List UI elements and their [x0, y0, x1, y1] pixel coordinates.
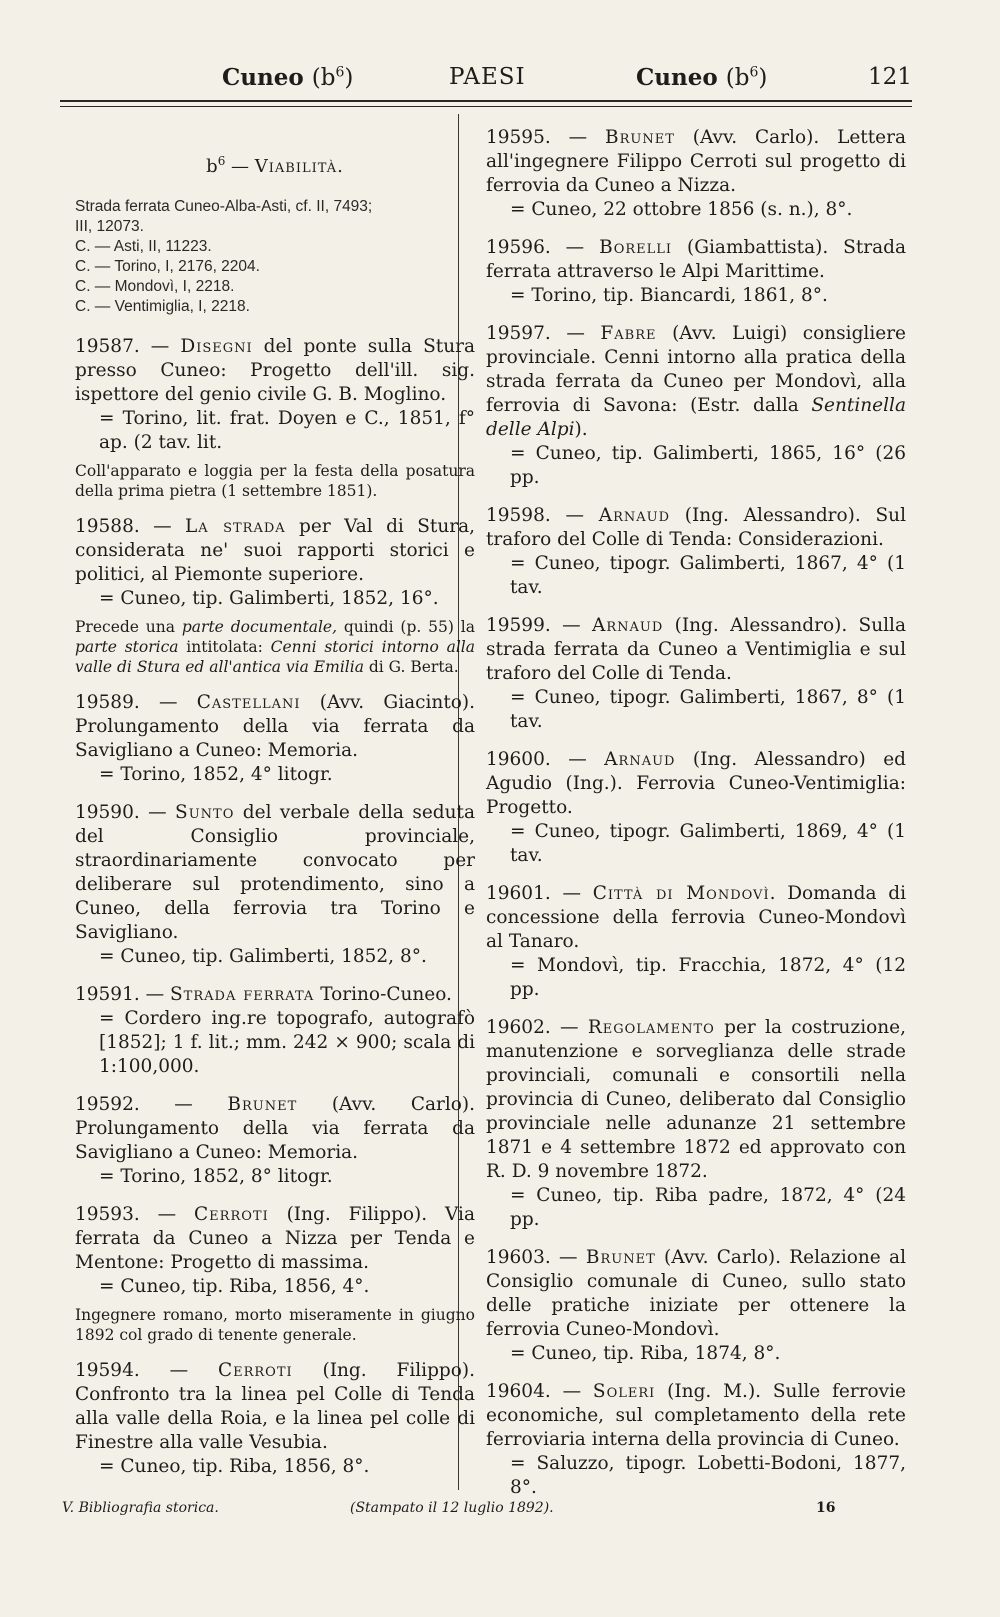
header-right-title: Cuneo $(b^6)$ [636, 64, 768, 91]
entry-19601: 19601. — Città di Mondovì. Domanda di concessione della ferrovia Cuneo-Mondovì al Tanaro. = Mondovì, tip. Fracchia, 1872, 4° (12 pp. [486, 883, 907, 1000]
imprint: = Cuneo, tip. Riba, 1856, 4°. [99, 1276, 370, 1297]
cross-ref: Strada ferrata Cuneo-Alba-Asti, cf. II, 7493; [75, 198, 373, 215]
left-column [75, 126, 475, 1479]
imprint: = Cuneo, tipogr. Galimberti, 1869, 4° (1 tav. [510, 821, 906, 866]
entry-19599: 19599. — Arnaud (Ing. Alessandro). Sulla strada ferrata da Cuneo a Ventimiglia e sul traforo del Colle di Tenda. = Cuneo, tipogr. Galimberti, 1867, 8° (1 tav. [486, 615, 907, 732]
header-left-code: $(b^6)$ [311, 64, 354, 91]
entry-19592: 19592. — Brunet (Avv. Carlo). Prolungamento della via ferrata da Savigliano a Cuneo: Memoria. = Torino, 1852, 8° litogr. [75, 1094, 476, 1187]
imprint: = Mondovì, tip. Fracchia, 1872, 4° (12 pp. [510, 955, 906, 1000]
entry-note: Ingegnere romano, morto miseramente in giugno 1892 col grado di tenente generale. [75, 1306, 475, 1344]
entry-19591: 19591. — Strada ferrata Torino-Cuneo. = Cordero ing.re topografo, autografò [1852]; 1 f. lit.; mm. 242 × 900; scala di 1:100,000. [75, 984, 475, 1077]
entry-19603: 19603. — Brunet (Avv. Carlo). Relazione al Consiglio comunale di Cuneo, sullo stato delle pratiche iniziate per ottenere la ferrovia Cuneo-Mondovì. = Cuneo, tip. Riba, 1874, 8°. [486, 1247, 906, 1364]
imprint: = Torino, tip. Biancardi, 1861, 8°. [510, 285, 828, 306]
entry-19595: 19595. — Brunet (Avv. Carlo). Lettera all'ingegnere Filippo Cerroti sul progetto di ferrovia da Cuneo a Nizza. = Cuneo, 22 ottobre 1856 (s. n.), 8°. [486, 127, 906, 220]
entry-19594: 19594. — Cerroti (Ing. Filippo). Confronto tra la linea pel Colle di Tenda alla valle della Roia, e la linea pel colle di Finestre alla valle Vesubia. = Cuneo, tip. Riba, 1856, 8°. [75, 1360, 475, 1477]
entry-19587: 19587. — Disegni del ponte sulla Stura presso Cuneo: Progetto dell'ill. sig. ispettore del genio civile G. B. Moglino. = Torino, lit. frat. Doyen e C., 1851, f° ap. (2 tav. lit. Coll'apparato e loggia per la festa della posatura della prima pietra (1 settembre 1851). [75, 336, 475, 500]
imprint: = Cuneo, tip. Galimberti, 1865, 16° (26 pp. [510, 443, 906, 488]
running-header [0, 58, 1000, 98]
cross-references [75, 197, 475, 317]
entry-19598: 19598. — Arnaud (Ing. Alessandro). Sul traforo del Colle di Tenda: Considerazioni. = Cuneo, tipogr. Galimberti, 1867, 4° (1 tav. [486, 505, 907, 598]
imprint: = Cordero ing.re topografo, autografò [1852]; 1 f. lit.; mm. 242 × 900; scala di 1:100,000. [99, 1008, 475, 1077]
entry-19593: 19593. — Cerroti (Ing. Filippo). Via ferrata da Cuneo a Nizza per Tenda e Mentone: Progetto di massima. = Cuneo, tip. Riba, 1856, 4°. Ingegnere romano, morto miseramente in giugno 1892 col grado di tenente generale. [75, 1204, 476, 1344]
cross-ref: C. — Ventimiglia, I, 2218. [75, 298, 250, 315]
header-rule [60, 100, 912, 102]
header-left-title: Cuneo $(b^6)$ [222, 64, 354, 91]
entry-19602: 19602. — Regolamento per la costruzione, manutenzione e sorveglianza delle strade provinciali, comunali e consortili nella provincia di Cuneo, deliberato dal Consiglio provinciale nelle adunanze 21 settembre 1871 e 4 settembre 1872 ed approvato con R. D. 9 novembre 1872. = Cuneo, tip. Riba padre, 1872, 4° (24 pp. [486, 1017, 907, 1230]
entry-19588: 19588. — La strada per Val di Stura, considerata ne' suoi rapporti storici e politici, al Piemonte superiore. = Cuneo, tip. Galimberti, 1852, 16°. Precede una parte documentale, quindi (p. 55) la parte storica intitolata: Cenni storici intorno alla valle di Stura ed all'antica via Emilia di G. Berta. [75, 516, 475, 676]
imprint: = Cuneo, tip. Riba padre, 1872, 4° (24 pp. [510, 1185, 906, 1230]
header-rule-thin [60, 106, 912, 107]
right-column [486, 126, 906, 1500]
imprint: = Cuneo, tip. Riba, 1874, 8°. [510, 1343, 781, 1364]
imprint: = Torino, 1852, 8° litogr. [99, 1166, 333, 1187]
footer-signature-mark: 16 [816, 1500, 836, 1516]
entry-19604: 19604. — Soleri (Ing. M.). Sulle ferrovie economiche, sul completamento della rete ferroviaria interna della provincia di Cuneo. = Saluzzo, tipogr. Lobetti-Bodoni, 1877, 8°. [486, 1381, 907, 1498]
imprint: = Cuneo, tipogr. Galimberti, 1867, 4° (1 tav. [510, 553, 906, 598]
section-title: $b^6$ — Viabilità. [206, 154, 344, 177]
entry-19590: 19590. — Sunto del verbale della seduta del Consiglio provinciale, straordinariamente convocato per deliberare sul protendimento, sino a Cuneo, della ferrovia tra Torino e Savigliano. = Cuneo, tip. Galimberti, 1852, 8°. [75, 802, 476, 967]
cross-ref: III, 12073. [75, 218, 144, 235]
footer-left-note: V. Bibliografia storica. [62, 1500, 219, 1516]
imprint: = Cuneo, 22 ottobre 1856 (s. n.), 8°. [510, 199, 853, 220]
entry-note: Coll'apparato e loggia per la festa della posatura della prima pietra (1 settembre 1851). [75, 462, 475, 500]
entry-19596: 19596. — Borelli (Giambattista). Strada ferrata attraverso le Alpi Marittime. = Torino, tip. Biancardi, 1861, 8°. [486, 237, 906, 306]
imprint: = Saluzzo, tipogr. Lobetti-Bodoni, 1877, 8°. [510, 1453, 906, 1498]
imprint: = Cuneo, tip. Riba, 1856, 8°. [99, 1456, 370, 1477]
imprint: = Cuneo, tip. Galimberti, 1852, 8°. [99, 946, 427, 967]
imprint: = Cuneo, tip. Galimberti, 1852, 16°. [99, 588, 439, 609]
entry-19597: 19597. — Fabre (Avv. Luigi) consigliere provinciale. Cenni intorno alla pratica della strada ferrata da Cuneo per Mondovì, alla ferrovia di Savona: (Estr. dalla Sentinella delle Alpi). = Cuneo, tip. Galimberti, 1865, 16° (26 pp. [486, 323, 906, 488]
header-center-title: PAESI [449, 64, 526, 90]
imprint: = Torino, 1852, 4° litogr. [99, 764, 333, 785]
entry-19589: 19589. — Castellani (Avv. Giacinto). Prolungamento della via ferrata da Savigliano a Cuneo: Memoria. = Torino, 1852, 4° litogr. [75, 692, 476, 785]
entry-19600: 19600. — Arnaud (Ing. Alessandro) ed Agudio (Ing.). Ferrovia Cuneo-Ventimiglia: Progetto. = Cuneo, tipogr. Galimberti, 1869, 4° (1 tav. [486, 749, 907, 866]
imprint: = Torino, lit. frat. Doyen e C., 1851, f° ap. (2 tav. lit. [99, 408, 475, 453]
header-right-code: $(b^6)$ [725, 64, 768, 91]
page-number: 121 [868, 64, 912, 90]
cross-ref: C. — Mondovì, I, 2218. [75, 278, 235, 295]
entry-note: Precede una parte documentale, quindi (p. 55) la parte storica intitolata: Cenni storici intorno alla valle di Stura ed all'antica via Emilia di G. Berta. [75, 618, 475, 676]
cross-ref: C. — Torino, I, 2176, 2204. [75, 258, 260, 275]
footer-print-date: (Stampato il 12 luglio 1892). [350, 1500, 554, 1516]
cross-ref: C. — Asti, II, 11223. [75, 238, 212, 255]
imprint: = Cuneo, tipogr. Galimberti, 1867, 8° (1 tav. [510, 687, 906, 732]
